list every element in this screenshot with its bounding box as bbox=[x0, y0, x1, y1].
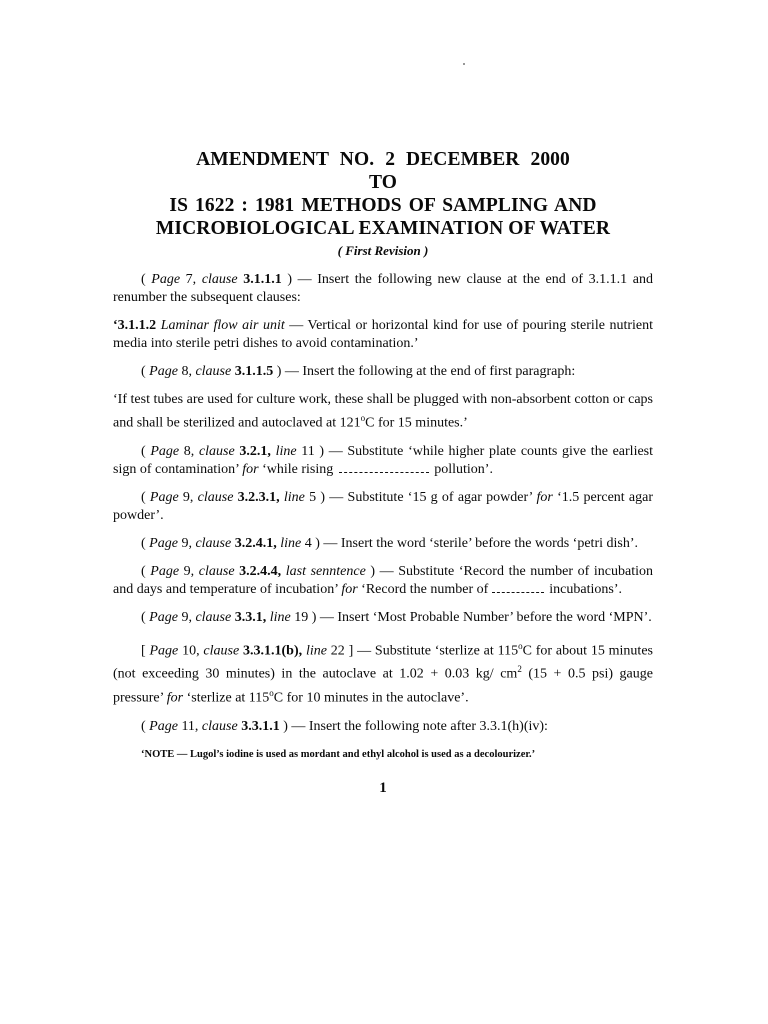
standard-title-line-1: IS 1622 : 1981 METHODS OF SAMPLING AND bbox=[169, 195, 597, 216]
amendment-item-3: ( Page 8, clause 3.2.1, line 11 ) — Substitute ‘while higher plate counts give the earliest sign of contamination’ for ‘while rising pollution’. bbox=[113, 443, 654, 477]
amendment-item-9: ( Page 11, clause 3.3.1.1 ) — Insert the following note after 3.3.1(h)(iv): bbox=[141, 718, 548, 734]
scan-speck bbox=[463, 63, 465, 65]
amendment-item-5: ( Page 9, clause 3.2.4.1, line 4 ) — Insert the word ‘sterile’ before the words ‘petri dish’. bbox=[141, 535, 639, 551]
amendment-item-7: ( Page 9, clause 3.3.1, line 19 ) — Insert ‘Most Probable Number’ before the word ‘MPN’. bbox=[141, 609, 652, 625]
omission-leader bbox=[492, 583, 544, 593]
new-clause-text: ‘3.1.1.2 Laminar flow air unit — Vertical or horizontal kind for use of pouring sterile nutrient media into sterile petri dishes to avoid contamination.’ bbox=[113, 318, 653, 351]
omission-leader bbox=[339, 463, 429, 473]
to-line: TO bbox=[368, 172, 398, 193]
amendment-title: AMENDMENT NO. 2 DECEMBER 2000 bbox=[196, 149, 570, 170]
amendment-item-6: ( Page 9, clause 3.2.4.4, last senntence ) — Substitute ‘Record the number of incubation and days and temperature of incubation’ for ‘Record the number of incubations’. bbox=[113, 563, 654, 597]
inserted-paragraph-text: ‘If test tubes are used for culture work, these shall be plugged with non-absorbent cotton or caps and shall be sterilized and autoclaved at 121$^o$C for 15 minutes.’ bbox=[113, 392, 653, 431]
amendment-item-4: ( Page 9, clause 3.2.3.1, line 5 ) — Substitute ‘15 g of agar powder’ for ‘1.5 percent agar powder’. bbox=[113, 489, 654, 523]
standard-title-line-2: MICROBIOLOGICAL EXAMINATION OF WATER bbox=[155, 218, 611, 239]
inserted-note: ‘NOTE — Lugol’s iodine is used as mordant and ethyl alcohol is used as a decolourizer.’ bbox=[141, 748, 536, 760]
amendment-item-1: ( Page 7, clause 3.1.1.1 ) — Insert the following new clause at the end of 3.1.1.1 and renumber the subsequent clauses: bbox=[113, 272, 653, 305]
amendment-item-8: [ Page 10, clause 3.3.1.1(b), line 22 ] — Substitute ‘sterlize at 115$^o$C for about 15 minutes (not exceeding 30 minutes) in the autoclave at 1.02 + 0.03 kg/ $cm^2$ (15 + 0.5 psi) gauge pressure’ for ‘sterlize at 115$^o$C for 10 minutes in the autoclave’. bbox=[113, 640, 653, 706]
amendment-item-2: ( Page 8, clause 3.1.1.5 ) — Insert the following at the end of first paragraph: bbox=[141, 364, 576, 379]
amendment-page bbox=[113, 148, 653, 797]
revision-label: ( First Revision ) bbox=[337, 243, 429, 258]
page-number: 1 bbox=[379, 779, 387, 796]
